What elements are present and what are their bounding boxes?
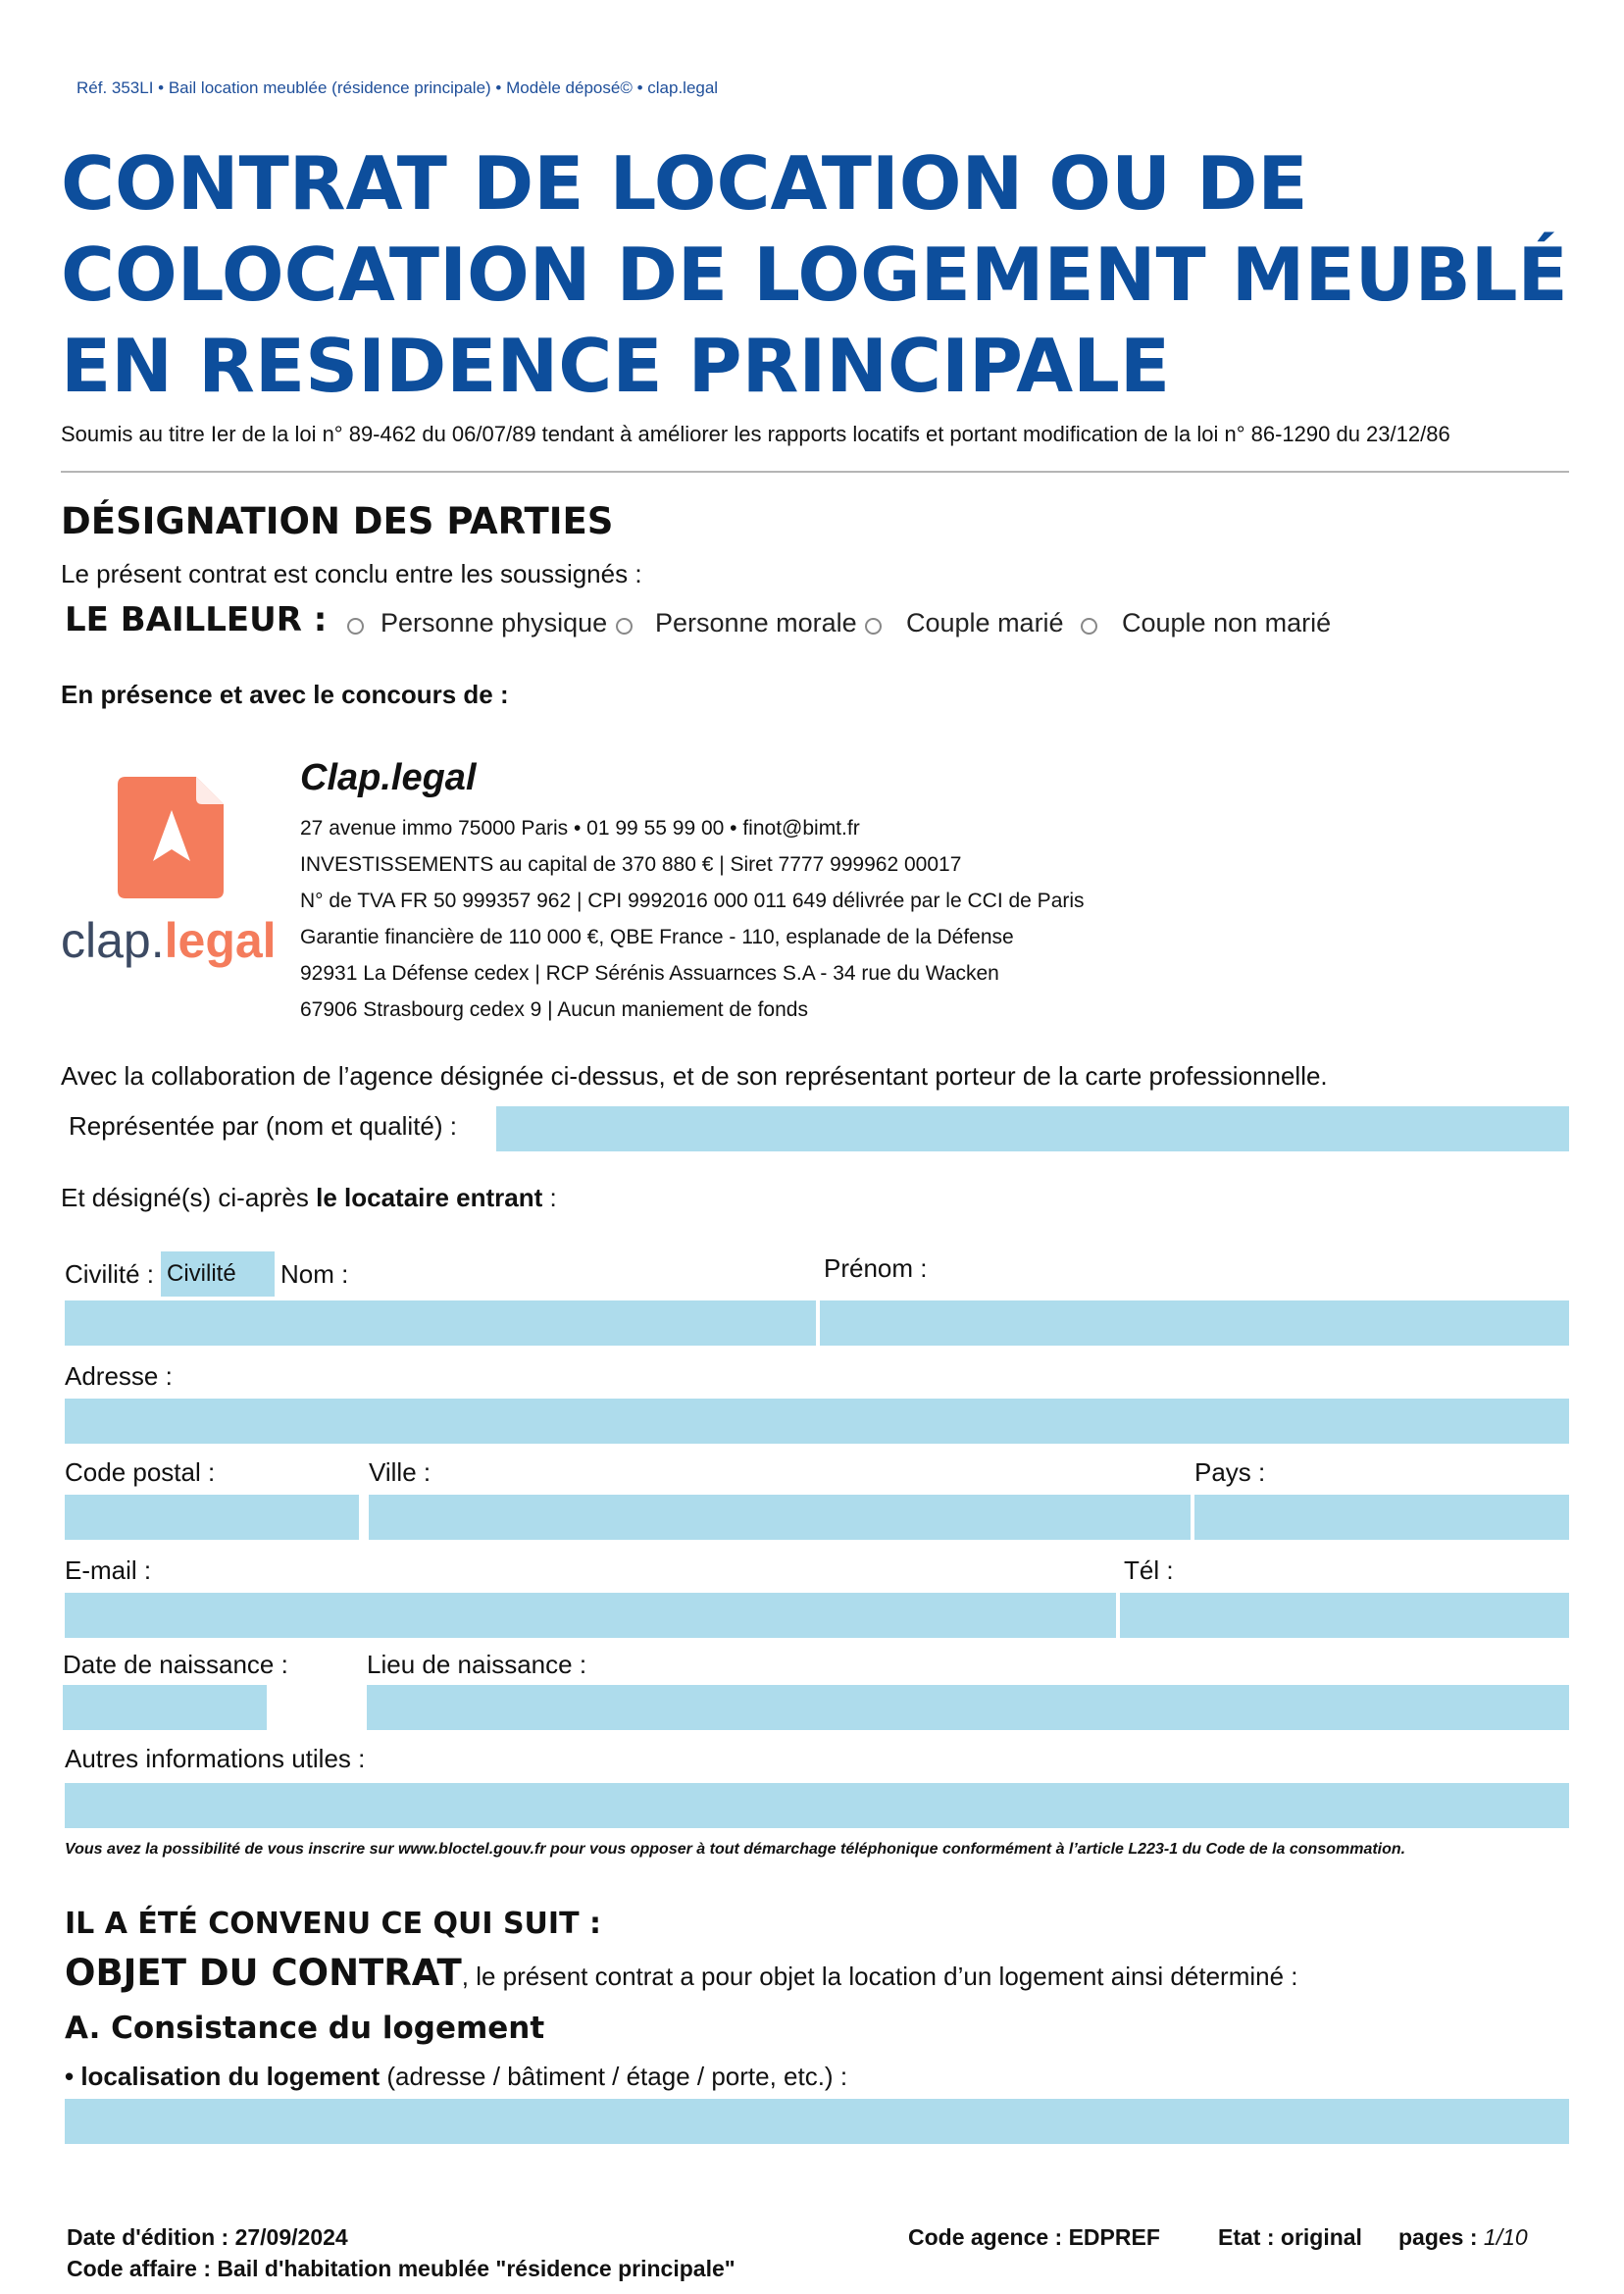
- footer-code-agence: Code agence : EDPREF: [908, 2224, 1160, 2250]
- localisation-bold: • localisation du logement: [65, 2062, 381, 2091]
- code-postal-label: Code postal :: [65, 1457, 216, 1487]
- radio-couple-marie[interactable]: [865, 618, 882, 635]
- email-label: E-mail :: [65, 1555, 152, 1585]
- legal-subtitle: Soumis au titre Ier de la loi n° 89-462 du 06/07/89 tendant à améliorer les rapports locatifs et portant modification de la loi n° 86-1290 du 23/12/86: [61, 422, 1450, 446]
- tel-input[interactable]: [1120, 1593, 1569, 1638]
- collaboration-text: Avec la collaboration de l’agence désignée ci-dessus, et de son représentant porteur de la carte professionnelle.: [61, 1061, 1328, 1091]
- option-couple-marie: Couple marié: [906, 608, 1064, 637]
- bailleur-label: LE BAILLEUR :: [65, 600, 328, 639]
- footer-etat: Etat : original: [1218, 2224, 1362, 2250]
- civilite-select[interactable]: [161, 1251, 275, 1297]
- ville-label: Ville :: [369, 1457, 431, 1487]
- header-divider: [61, 471, 1569, 473]
- code-postal-input[interactable]: [65, 1495, 359, 1540]
- agency-line-1: 27 avenue immo 75000 Paris • 01 99 55 99 00 • finot@bimt.fr: [300, 817, 860, 840]
- tenant-designation-suffix: :: [542, 1183, 557, 1212]
- option-personne-morale: Personne morale: [655, 608, 857, 637]
- agency-name: Clap.legal: [300, 757, 477, 798]
- footer-pages-value: 1/10: [1483, 2224, 1528, 2250]
- autres-infos-input[interactable]: [65, 1783, 1569, 1828]
- agency-line-6: 67906 Strasbourg cedex 9 | Aucun maniement de fonds: [300, 998, 808, 1021]
- localisation-input[interactable]: [65, 2099, 1569, 2144]
- convenu-heading: IL A ÉTÉ CONVENU CE QUI SUIT :: [65, 1907, 601, 1941]
- adresse-label: Adresse :: [65, 1361, 173, 1391]
- localisation-line: [65, 2062, 847, 2092]
- nom-input[interactable]: [65, 1300, 816, 1346]
- represented-label: Représentée par (nom et qualité) :: [69, 1111, 457, 1141]
- logo-wordmark-legal: legal: [164, 913, 277, 968]
- objet-rest: , le présent contrat a pour objet la location d’un logement ainsi déterminé :: [461, 1962, 1298, 1991]
- title-line-3: EN RESIDENCE PRINCIPALE: [61, 323, 1171, 409]
- agency-line-4: Garantie financière de 110 000 €, QBE France - 110, esplanade de la Défense: [300, 926, 1014, 948]
- objet-bold: OBJET DU CONTRAT: [65, 1952, 462, 1994]
- presence-label: En présence et avec le concours de :: [61, 680, 509, 709]
- lieu-naissance-label: Lieu de naissance :: [367, 1650, 587, 1679]
- civilite-label: Civilité :: [65, 1259, 155, 1289]
- tel-label: Tél :: [1124, 1555, 1174, 1585]
- email-input[interactable]: [65, 1593, 1116, 1638]
- pays-input[interactable]: [1194, 1495, 1569, 1540]
- radio-personne-morale[interactable]: [616, 618, 633, 635]
- date-naissance-input[interactable]: [63, 1685, 267, 1730]
- prenom-input[interactable]: [820, 1300, 1569, 1346]
- prenom-label: Prénom :: [824, 1253, 928, 1283]
- objet-line: [65, 1952, 1298, 1994]
- represented-input[interactable]: [496, 1106, 1569, 1151]
- document-logo-icon: [118, 777, 226, 903]
- adresse-input[interactable]: [65, 1399, 1569, 1444]
- radio-couple-non-marie[interactable]: [1081, 618, 1097, 635]
- footer-date-edition: Date d'édition : 27/09/2024: [67, 2224, 348, 2250]
- section-a-heading: A. Consistance du logement: [65, 2011, 545, 2046]
- title-line-1: CONTRAT DE LOCATION OU DE: [61, 140, 1308, 227]
- localisation-rest: (adresse / bâtiment / étage / porte, etc.) :: [380, 2062, 848, 2091]
- logo-wordmark-clap: clap.: [61, 913, 165, 968]
- pays-label: Pays :: [1194, 1457, 1266, 1487]
- document-reference: Réf. 353LI • Bail location meublée (résidence principale) • Modèle déposé© • clap.legal: [76, 78, 719, 97]
- tenant-designation-prefix: Et désigné(s) ci-après: [61, 1183, 317, 1212]
- footer-pages: [1398, 2224, 1528, 2251]
- autres-infos-label: Autres informations utiles :: [65, 1744, 366, 1773]
- lieu-naissance-input[interactable]: [367, 1685, 1569, 1730]
- ville-input[interactable]: [369, 1495, 1191, 1540]
- option-personne-physique: Personne physique: [381, 608, 608, 637]
- agency-line-3: N° de TVA FR 50 999357 962 | CPI 9992016 000 011 649 délivrée par le CCI de Paris: [300, 890, 1085, 912]
- tenant-designation-bold: le locataire entrant: [316, 1183, 543, 1212]
- option-couple-non-marie: Couple non marié: [1122, 608, 1332, 637]
- logo-wordmark: [61, 912, 277, 969]
- civilite-value: Civilité: [167, 1260, 236, 1287]
- section-heading-parties: DÉSIGNATION DES PARTIES: [61, 500, 614, 542]
- title-line-2: COLOCATION DE LOGEMENT MEUBLÉ: [61, 231, 1568, 318]
- bloctel-note: Vous avez la possibilité de vous inscrire sur www.bloctel.gouv.fr pour vous opposer à tout démarchage téléphonique conformément à l’article L223-1 du Code de la consommation.: [65, 1841, 1406, 1858]
- parties-intro: Le présent contrat est conclu entre les soussignés :: [61, 559, 642, 588]
- radio-personne-physique[interactable]: [347, 618, 364, 635]
- footer-code-affaire: Code affaire : Bail d'habitation meublée "résidence principale": [67, 2256, 736, 2281]
- agency-line-2: INVESTISSEMENTS au capital de 370 880 € | Siret 7777 999962 00017: [300, 853, 962, 876]
- footer-pages-label: pages :: [1398, 2224, 1484, 2250]
- date-naissance-label: Date de naissance :: [63, 1650, 288, 1679]
- agency-line-5: 92931 La Défense cedex | RCP Sérénis Assuarnces S.A - 34 rue du Wacken: [300, 962, 999, 985]
- tenant-designation: [61, 1183, 557, 1213]
- nom-label: Nom :: [280, 1259, 349, 1289]
